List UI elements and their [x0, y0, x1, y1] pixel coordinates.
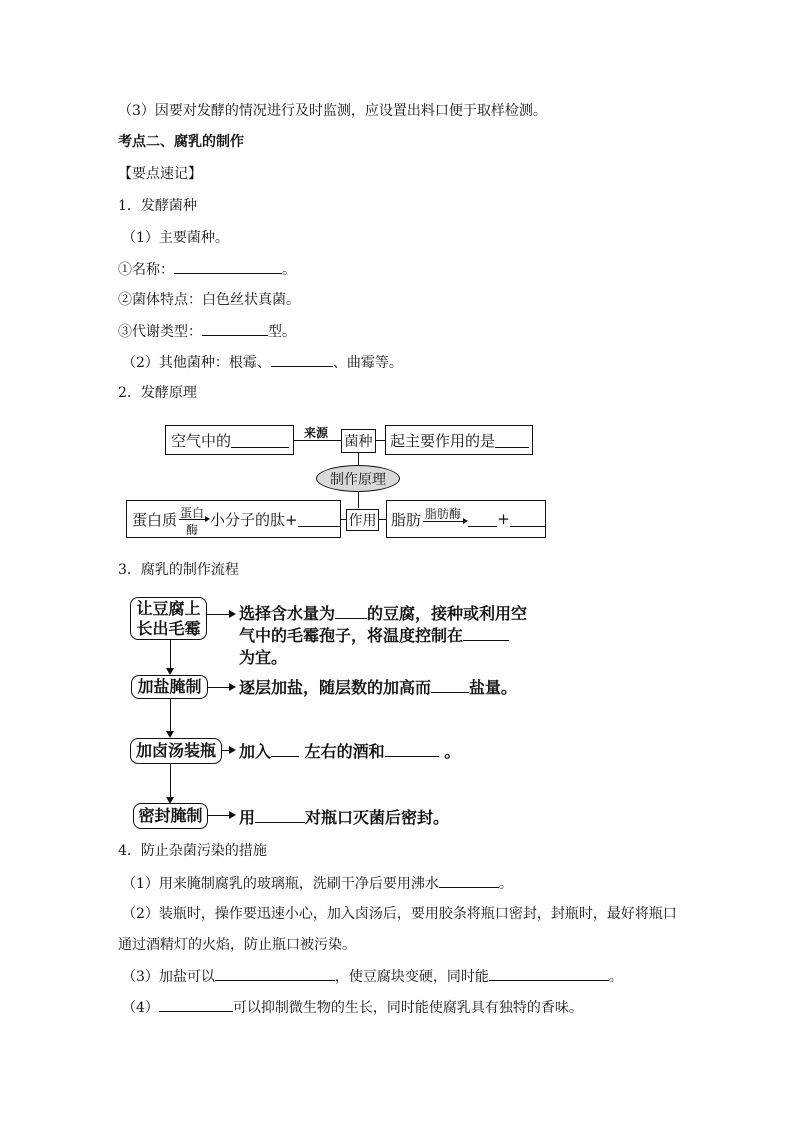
- measure-3-b: ，使豆腐块变硬，同时能: [334, 969, 489, 985]
- plus-sign: +: [497, 510, 510, 528]
- desc1-b: 的豆腐，接种或利用空: [367, 604, 528, 623]
- heading-contamination-prevention: 4．防止杂菌污染的措施: [118, 843, 267, 859]
- arrow-head: [229, 683, 236, 691]
- arrow-line: [170, 699, 171, 735]
- answer-blank[interactable]: [463, 626, 509, 641]
- measure-3-end: 。: [608, 969, 623, 985]
- arrow-head: [463, 518, 468, 524]
- arrow-line: [208, 687, 231, 688]
- other-strains-end: 、曲霉等。: [332, 355, 403, 371]
- step1-line2: 长出毛霉: [136, 618, 201, 638]
- arrow-line: [208, 815, 231, 816]
- step1-line1: 让豆腐上: [136, 598, 201, 618]
- arrow-head: [229, 746, 236, 754]
- arrow-head: [166, 731, 174, 738]
- answer-blank[interactable]: [271, 352, 333, 367]
- connector-line: [379, 519, 386, 520]
- arrow-line: [423, 521, 465, 522]
- section-heading-kaodian-2: 考点二、腐乳的制作: [118, 134, 244, 150]
- measure-3-a: （3）加盐可以: [122, 969, 215, 985]
- lipase-arrow: [423, 501, 466, 537]
- answer-blank[interactable]: [202, 321, 268, 336]
- step-sealed-curing: [133, 803, 208, 829]
- protein-label: 蛋白质: [132, 510, 178, 529]
- point-3-text: （3）因要对发酵的情况进行及时监测，应设置出料口便于取样检测。: [118, 103, 547, 119]
- air-label: 空气中的: [171, 431, 232, 450]
- step3-desc: [239, 740, 460, 763]
- answer-blank[interactable]: [489, 966, 609, 981]
- measure-3-line: [122, 966, 623, 987]
- strain-label: 菌种: [344, 434, 373, 450]
- peptide-label: 小分子的肽+: [209, 510, 298, 529]
- lipase-label: 脂肪酶: [425, 507, 462, 521]
- main-role-label: 起主要作用的是: [390, 431, 496, 450]
- connector-line: [358, 492, 359, 508]
- step2-label: 加盐腌制: [137, 677, 202, 696]
- desc3-a: 加入: [239, 742, 272, 761]
- metabolism-end: 型。: [268, 324, 296, 340]
- other-strains-label: （2）其他菌种：根霉、: [122, 355, 271, 371]
- desc2-b: 盐量。: [469, 678, 518, 697]
- step3-label: 加卤汤装瓶: [135, 741, 216, 760]
- action-box: [346, 509, 379, 531]
- heading-production-flow: 3．腐乳的制作流程: [118, 562, 239, 578]
- metabolism-label: ③代谢类型：: [118, 324, 202, 340]
- heading-fermentation-principle: 2．发酵原理: [118, 385, 197, 401]
- other-strains-line: [122, 352, 403, 373]
- answer-blank[interactable]: [468, 511, 497, 527]
- answer-blank[interactable]: [215, 966, 335, 981]
- step1-desc-2: [239, 624, 509, 647]
- step-grow-mucor: [130, 597, 207, 640]
- answer-blank[interactable]: [271, 742, 299, 757]
- oval-label: 制作原理: [330, 471, 386, 488]
- main-role-box: [385, 425, 533, 455]
- strain-name-end: 。: [282, 262, 296, 278]
- principle-oval: [316, 465, 400, 492]
- air-box: [165, 425, 294, 455]
- step-salting: [131, 675, 208, 699]
- step4-label: 密封腌制: [138, 806, 203, 825]
- desc4-a: 用: [239, 808, 256, 827]
- strain-name-line: [118, 259, 296, 280]
- desc3-c: 。: [444, 742, 461, 761]
- connector-line: [358, 453, 359, 465]
- key-points-heading: 【要点速记】: [118, 166, 202, 182]
- answer-blank[interactable]: [159, 997, 233, 1012]
- action-label: 作用: [348, 513, 377, 529]
- desc1-a: 选择含水量为: [239, 604, 336, 623]
- desc2-a: 逐层加盐，随层数的加高而: [239, 678, 432, 697]
- arrow-line: [170, 764, 171, 800]
- answer-blank[interactable]: [298, 511, 340, 527]
- measure-1-text: （1）用来腌制腐乳的玻璃瓶，洗刷干净后要用沸水: [122, 876, 439, 892]
- step1-desc-1: [239, 602, 527, 625]
- answer-blank[interactable]: [495, 432, 529, 448]
- measure-4-b: 可以抑制微生物的生长，同时能使腐乳具有独特的香味。: [232, 1000, 583, 1016]
- fat-label: 脂肪: [391, 510, 422, 529]
- measure-2-line-cont: 通过酒精灯的火焰，防止瓶口被污染。: [118, 937, 356, 953]
- measure-2-line: （2）装瓶时，操作要迅速小心，加入卤汤后，要用胶条将瓶口密封，封瓶时，最好将瓶口: [122, 906, 677, 922]
- protein-box: [126, 500, 341, 538]
- step1-desc-3: 为宜。: [239, 648, 288, 667]
- desc4-b: 对瓶口灭菌后密封。: [305, 808, 450, 827]
- fat-box: [386, 500, 546, 538]
- metabolism-type-line: [118, 321, 296, 342]
- measure-1-end: 。: [498, 876, 513, 892]
- strain-feature-line: ②菌体特点：白色丝状真菌。: [118, 292, 300, 308]
- strain-box: [341, 429, 376, 453]
- source-label: 来源: [304, 426, 329, 440]
- answer-blank[interactable]: [231, 432, 289, 448]
- answer-blank[interactable]: [255, 808, 305, 823]
- step4-desc: [239, 806, 449, 829]
- arrow-head: [229, 811, 236, 819]
- answer-blank[interactable]: [174, 259, 282, 274]
- arrow-head: [229, 610, 236, 618]
- answer-blank[interactable]: [510, 511, 545, 527]
- enzyme-bottom-label: 酶: [186, 523, 199, 537]
- strain-name-label: ①名称：: [118, 262, 174, 278]
- arrow-head: [205, 516, 210, 522]
- enzyme-arrow: [179, 501, 208, 537]
- arrow-head: [166, 668, 174, 675]
- step-brine-bottling: [130, 738, 222, 764]
- enzyme-top-label: 蛋白: [180, 506, 205, 520]
- desc1-c: 气中的毛霉孢子，将温度控制在: [239, 626, 464, 645]
- connector-line: [376, 440, 385, 441]
- answer-blank[interactable]: [431, 678, 469, 693]
- measure-4-a: （4）: [122, 1000, 159, 1016]
- main-strain-text: （1）主要菌种。: [122, 230, 229, 246]
- answer-blank[interactable]: [439, 873, 499, 888]
- answer-blank[interactable]: [335, 604, 367, 619]
- arrow-line: [179, 519, 207, 520]
- measure-1-line: [122, 873, 513, 894]
- step2-desc: [239, 676, 517, 699]
- measure-4-line: [122, 997, 583, 1018]
- desc3-b: 左右的酒和: [304, 742, 385, 761]
- answer-blank[interactable]: [385, 742, 439, 757]
- heading-fermentation-strain: 1．发酵菌种: [118, 198, 197, 214]
- arrow-line: [207, 614, 231, 615]
